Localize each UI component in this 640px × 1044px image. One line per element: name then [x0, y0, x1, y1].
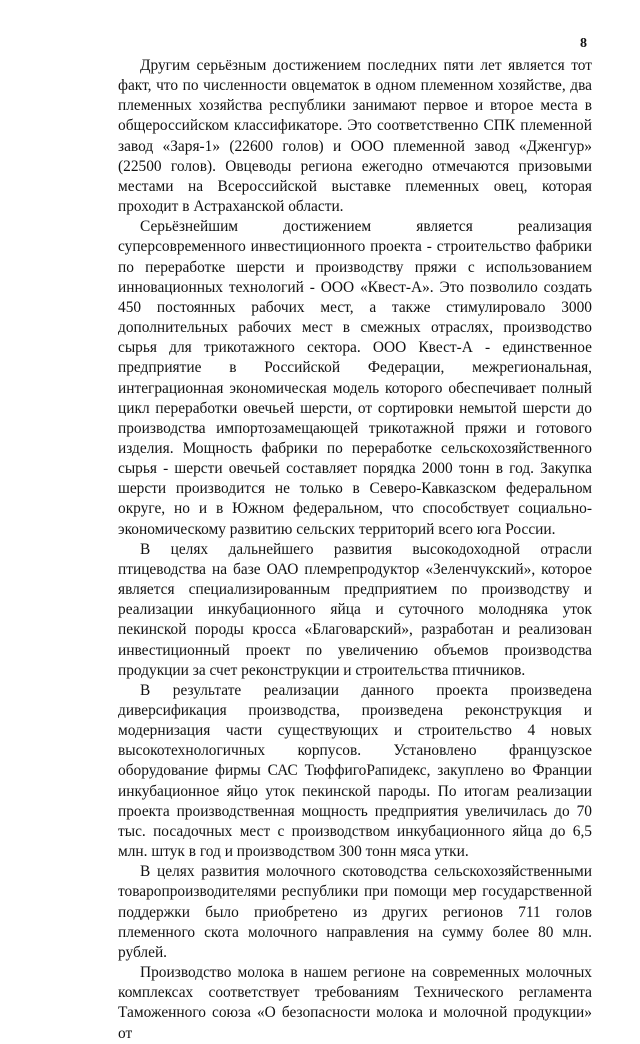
page-number: 8	[580, 36, 587, 51]
paragraph-milk-production: Производство молока в нашем регионе на современных молочных комплексах соответствует требованиям Технического регламента Таможенного союза «О безопасности молока и молочной продукции» от	[118, 964, 592, 1042]
document-body	[118, 56, 592, 1044]
paragraph-dairy-livestock: В целях развития молочного скотоводства сельскохозяйственными товаропроизводителями республики при помощи мер государственной поддержки было приобретено из других регионов 711 голов племенного скота молочного направления на сумму более 80 млн. рублей.	[118, 863, 592, 961]
paragraph-sheep-breeding: Другим серьёзным достижением последних пяти лет является тот факт, что по численности овцематок в одном племенном хозяйстве, два племенных хозяйства республики занимают первое и второе места в общероссийском классификаторе. Это соответственно СПК племенной завод «Заря-1» (22600 голов) и ООО племенной завод «Дженгур» (22500 голов). Овцеводы региона ежегодно отмечаются призовыми местами на Всероссийской выставке племенных овец, которая проходит в Астраханской области.	[118, 57, 592, 216]
paragraph-poultry-project: В целях дальнейшего развития высокодоходной отрасли птицеводства на базе ОАО племрепродуктор «Зеленчукский», которое является специализированным предприятием по производству и реализации инкубационного яйца и суточного молодняка уток пекинской породы кросса «Благоварский», разработан и реализован инвестиционный проект по увеличению объемов производства продукции за счет реконструкции и строительства птичников.	[118, 540, 592, 679]
paragraph-project-results: В результате реализации данного проекта произведена диверсификация производства, произведена реконструкция и модернизация части существующих и строительство 4 новых высокотехнологичных корпусов. Установлено французское оборудование фирмы САС ТюффигоРапидекс, закуплено во Франции инкубационное яйцо уток пекинской пароды. По итогам реализации проекта производственная мощность предприятия увеличилась до 70 тыс. посадочных мест с производством инкубационного яйца до 6,5 млн. штук в год и производством 300 тонн мяса утки.	[118, 681, 592, 861]
paragraph-wool-factory: Серьёзнейшим достижением является реализация суперсовременного инвестиционного проекта - строительство фабрики по переработке шерсти и производству пряжи с использованием инновационных технологий - ООО «Квест-А». Это позволило создать 450 постоянных рабочих мест, а также стимулировало 3000 дополнительных рабочих мест в смежных отраслях, производство сырья для трикотажного сектора. ООО Квест-А - единственное предприятие в Российской Федерации, межрегиональная, интеграционная экономическая модель которого обеспечивает полный цикл переработки овечьей шерсти, от сортировки немытой шерсти до производства импортозамещающей трикотажной пряжи и готового изделия. Мощность фабрики по переработке сельскохозяйственного сырья - шерсти овечьей составляет порядка 2000 тонн в год. Закупка шерсти производится не только в Северо-Кавказском федеральном округе, но и в Южном федеральном, что способствует социально-экономическому развитию сельских территорий всего юга России.	[118, 218, 592, 538]
